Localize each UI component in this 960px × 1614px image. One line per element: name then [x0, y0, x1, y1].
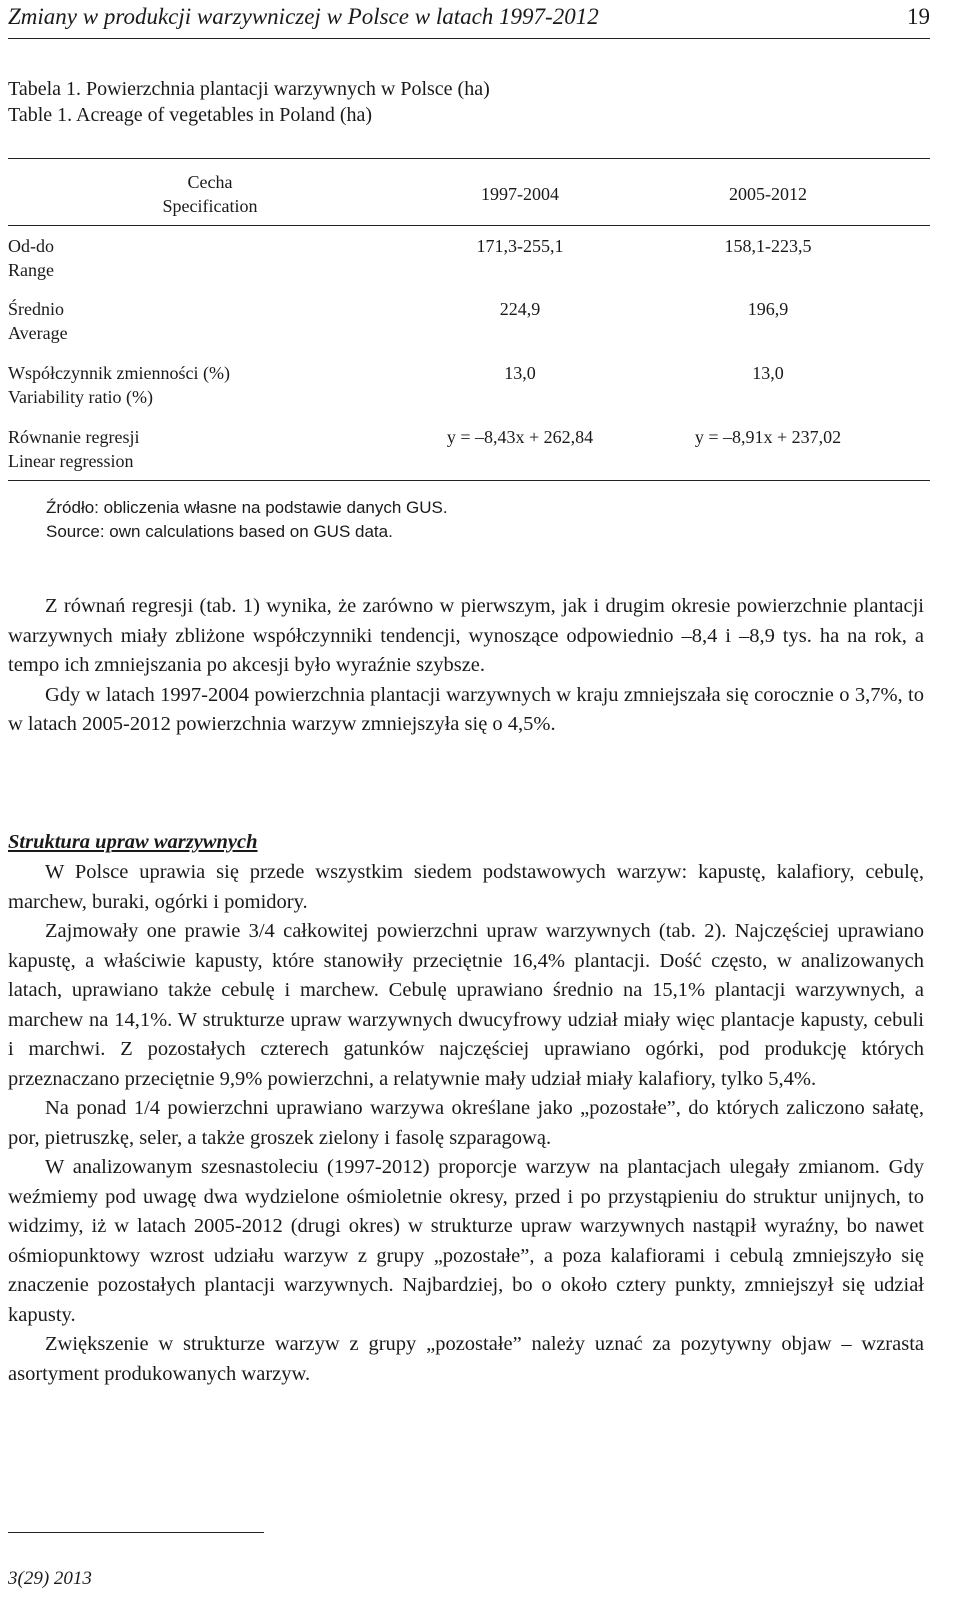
row-label-en: Linear regression: [8, 451, 134, 471]
section-title: Struktura upraw warzywnych: [8, 831, 258, 853]
row-label-pl: Od-do: [8, 236, 54, 256]
row-value-1997-2004: y = –8,43x + 262,84: [446, 427, 594, 447]
paragraph: Gdy w latach 1997-2004 powierzchnia plantacji warzywnych w kraju zmniejszała się corocznie o 3,7%, to w latach 2005-2012 powierzchnia warzyw zmniejszyła się o 4,5%.: [8, 683, 924, 735]
paragraph: W Polsce uprawia się przede wszystkim siedem podstawowych warzyw: kapustę, kalafiory, cebulę, marchew, buraki, ogórki i pomidory.: [8, 861, 924, 913]
body-text-block-2: [8, 858, 924, 1389]
table-caption-pl: Tabela 1. Powierzchnia plantacji warzywnych w Polsce (ha): [8, 78, 490, 100]
paragraph: Zwiększenie w strukturze warzyw z grupy „pozostałe” należy uznać za pozytywny objaw – wzrasta asortyment produkowanych warzyw.: [8, 1333, 924, 1385]
column-header-2005-2012: 2005-2012: [729, 184, 807, 204]
running-header: [8, 0, 930, 39]
spec-header-pl: Cecha: [187, 172, 233, 192]
table-bottom-rule: [8, 480, 930, 481]
table-source-pl: Źródło: obliczenia własne na podstawie danych GUS.: [46, 498, 448, 517]
column-header-1997-2004: 1997-2004: [481, 184, 559, 204]
footer-rule: [8, 1532, 264, 1533]
paragraph: Zajmowały one prawie 3/4 całkowitej powierzchni upraw warzywnych (tab. 2). Najczęściej uprawiano kapustę, a właściwie kapusty, które stanowiły przeciętnie 16,4% plantacji. Dość często, w analizowanych latach, uprawiano także cebulę i marchew. Cebulę uprawiano średnio na 15,1% plantacji warzywnych, a marchew na 14,1%. W strukturze upraw warzywnych dwucyfrowy udział miały więc plantacje kapusty, cebuli i marchwi. Z pozostałych czterech gatunków najczęściej uprawiano ogórki, pod produkcję których przeznaczano przeciętnie 9,9% powierzchni, a relatywnie mały udział miały kalafiory, tylko 5,4%.: [8, 920, 924, 1090]
table-source-en: Source: own calculations based on GUS data.: [46, 522, 393, 541]
journal-issue: 3(29) 2013: [8, 1568, 92, 1589]
row-label-en: Variability ratio (%): [8, 387, 153, 407]
paragraph: Z równań regresji (tab. 1) wynika, że zarówno w pierwszym, jak i drugim okresie powierzchnie plantacji warzywnych miały zbliżone współczynniki tendencji, wynoszące odpowiednio –8,4 i –8,9 tys. ha na rok, a tempo ich zmniejszania po akcesji było wyraźnie szybsze.: [8, 595, 924, 676]
row-label-pl: Równanie regresji: [8, 427, 140, 447]
row-value-2005-2012: 13,0: [752, 363, 784, 383]
row-value-2005-2012: 196,9: [747, 299, 789, 319]
row-label-pl: Średnio: [8, 299, 64, 319]
table-caption-en: Table 1. Acreage of vegetables in Poland (ha): [8, 104, 373, 126]
row-value-1997-2004: 171,3-255,1: [476, 236, 564, 256]
spec-header-en: Specification: [162, 196, 258, 216]
paragraph: Na ponad 1/4 powierzchni uprawiano warzywa określane jako „pozostałe”, do których zaliczono sałatę, por, pietruszkę, seler, a także groszek zielony i fasolę szparagową.: [8, 1097, 924, 1149]
paragraph: W analizowanym szesnastoleciu (1997-2012) proporcje warzyw na plantacjach ulegały zmianom. Gdy weźmiemy pod uwagę dwa wydzielone ośmioletnie okresy, przed i po przystąpieniu do struktur unijnych, to widzimy, iż w latach 2005-2012 (drugi okres) w strukturze upraw warzywnych nastąpił wyraźny, bo nawet ośmiopunktowy wzrost udziału warzyw z grupy „pozostałe”, a poza kalafiorami i cebulą zmniejszyło się znaczenie pozostałych plantacji warzywnych. Najbardziej, bo o około cztery punkty, zmniejszył się udział kapusty.: [8, 1156, 924, 1326]
table-top-rule: [8, 158, 930, 159]
row-value-2005-2012: 158,1-223,5: [724, 236, 812, 256]
row-value-1997-2004: 13,0: [504, 363, 536, 383]
row-value-2005-2012: y = –8,91x + 237,02: [694, 427, 842, 447]
row-label-pl: Współczynnik zmienności (%): [8, 363, 230, 383]
table-header-rule: [8, 225, 930, 226]
row-label-en: Average: [8, 323, 68, 343]
row-label-en: Range: [8, 260, 54, 280]
running-title: Zmiany w produkcji warzywniczej w Polsce w latach 1997-2012: [8, 4, 599, 29]
row-value-1997-2004: 224,9: [499, 299, 541, 319]
body-text-block-1: [8, 592, 924, 740]
page-number: 19: [907, 4, 930, 29]
